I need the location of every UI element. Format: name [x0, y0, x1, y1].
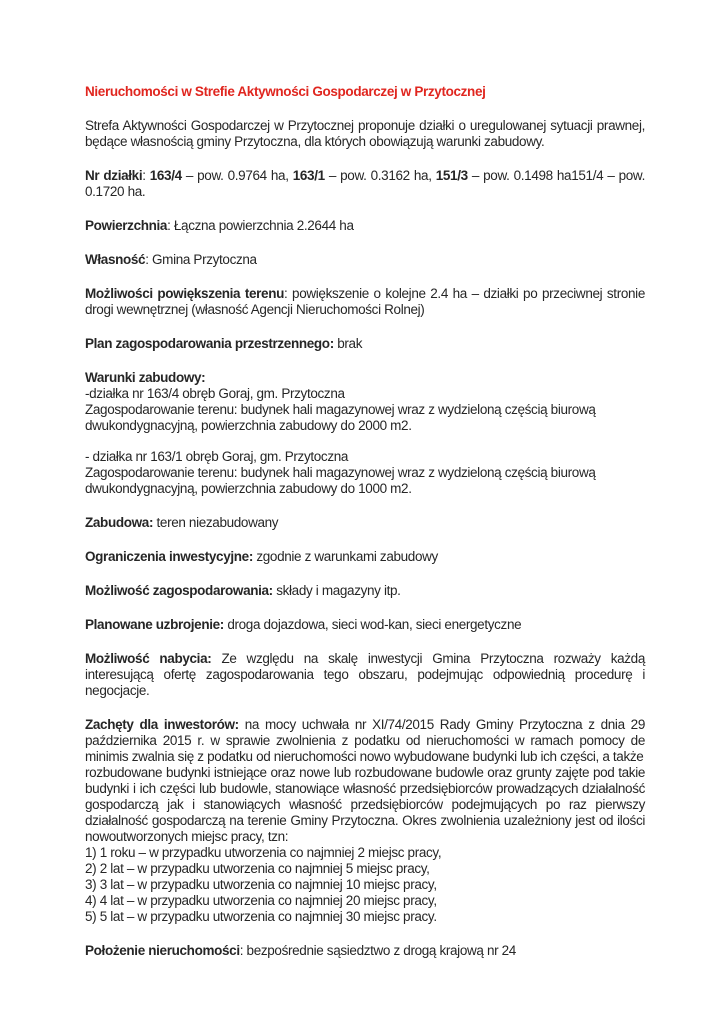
field-acquisition	[85, 651, 645, 699]
document-title: Nieruchomości w Strefie Aktywności Gospodarczej w Przytocznej	[85, 84, 486, 99]
ownership-value: : Gmina Przytoczna	[145, 252, 257, 267]
incentive-item-4: 4) 4 lat – w przypadku utworzenia co najmniej 20 miejsc pracy,	[85, 893, 437, 908]
field-expansion	[85, 286, 645, 318]
field-zoning-plan	[85, 336, 645, 352]
incentives-label: Zachęty dla inwestorów:	[85, 717, 239, 732]
utilities-label: Planowane uzbrojenie:	[85, 617, 224, 632]
plot-area-163-1: – pow. 0.3162 ha,	[324, 168, 436, 183]
field-incentives	[85, 717, 645, 925]
location-label: Położenie nieruchomości	[85, 943, 240, 958]
plot-area-151-3: – pow. 0.1498 ha151/4 – pow. 0.1720 ha.	[85, 168, 645, 199]
building-conditions-plot1	[85, 370, 645, 434]
restrictions-label: Ograniczenia inwestycyjne:	[85, 549, 253, 564]
building-conditions-plot2	[85, 449, 645, 497]
field-plot-numbers	[85, 168, 645, 200]
plot-numbers-label: Nr działki	[85, 168, 143, 183]
plot-number-151-3: 151/3	[435, 168, 468, 183]
plot-number-163-4: 163/4	[149, 168, 182, 183]
field-restrictions	[85, 549, 645, 565]
development-label: Zabudowa:	[85, 515, 154, 530]
location-value: : bezpośrednie sąsiedztwo z drogą krajową nr 24	[239, 943, 516, 958]
area-label: Powierzchnia	[85, 218, 168, 233]
plot2-designation: - działka nr 163/1 obręb Goraj, gm. Przytoczna	[85, 449, 349, 464]
area-value: : Łączna powierzchnia 2.2644 ha	[167, 218, 354, 233]
utilities-value: droga dojazdowa, sieci wod-kan, sieci energetyczne	[223, 617, 522, 632]
incentives-paragraph-1	[85, 717, 645, 765]
zoning-plan-value: brak	[333, 336, 363, 351]
incentive-item-3: 3) 3 lat – w przypadku utworzenia co najmniej 10 miejsc pracy,	[85, 877, 437, 892]
zoning-plan-label: Plan zagospodarowania przestrzennego:	[85, 336, 334, 351]
plot-area-163-4: – pow. 0.9764 ha,	[181, 168, 293, 183]
field-area	[85, 218, 645, 234]
plot-numbers-colon: :	[142, 168, 150, 183]
field-usage	[85, 583, 645, 599]
incentive-item-2: 2) 2 lat – w przypadku utworzenia co najmniej 5 miejsc pracy,	[85, 861, 430, 876]
intro-paragraph: Strefa Aktywności Gospodarczej w Przytocznej proponuje działki o uregulowanej sytuacji prawnej, będące własnością gminy Przytoczna, dla których obowiązują warunki zabudowy.	[85, 118, 645, 149]
plot1-development-terms: Zagospodarowanie terenu: budynek hali magazynowej wraz z wydzieloną częścią biurową dwukondygnacyjną, powierzchnia zabudowy do 2000 m2.	[85, 402, 596, 433]
field-utilities	[85, 617, 645, 633]
building-conditions-heading	[85, 370, 645, 386]
development-value: teren niezabudowany	[153, 515, 279, 530]
document-content	[85, 84, 645, 977]
acquisition-label: Możliwość nabycia:	[85, 651, 212, 666]
field-location	[85, 943, 645, 959]
field-ownership	[85, 252, 645, 268]
restrictions-value: zgodnie z warunkami zabudowy	[252, 549, 438, 564]
incentive-item-1: 1) 1 roku – w przypadku utworzenia co najmniej 2 miejsc pracy,	[85, 845, 442, 860]
usage-value: składy i magazyny itp.	[272, 583, 401, 598]
acquisition-value: Ze względu na skalę inwestycji Gmina Przytoczna rozważy każdą interesującą ofertę zagospodarowania tego obszaru, podejmując odpowiednią procedurę i negocjacje.	[85, 651, 645, 698]
usage-label: Możliwość zagospodarowania:	[85, 583, 273, 598]
expansion-label: Możliwości powiększenia terenu	[85, 286, 285, 301]
plot1-designation: -działka nr 163/4 obręb Goraj, gm. Przytoczna	[85, 386, 345, 401]
building-conditions-heading-text: Warunki zabudowy:	[85, 370, 206, 385]
ownership-label: Własność	[85, 252, 146, 267]
incentives-paragraph-2: rozbudowane budynki istniejące oraz nowe lub rozbudowane budowle oraz grunty zajęte pod takie budynki i ich części lub budowle, stanowiące własność przedsiębiorców prowadzących działalność gospodarczą jak i stanowiących własność przedsiębiorców podejmujących po raz pierwszy działalność gospodarczą na terenie Gminy Przytoczna. Okres zwolnienia uzależniony jest od ilości nowoutworzonych miejsc pracy, tzn:	[85, 765, 645, 844]
plot2-development-terms: Zagospodarowanie terenu: budynek hali magazynowej wraz z wydzieloną częścią biurową dwukondygnacyjną, powierzchnia zabudowy do 1000 m2.	[85, 465, 596, 496]
incentive-item-5: 5) 5 lat – w przypadku utworzenia co najmniej 30 miejsc pracy.	[85, 909, 437, 924]
expansion-value: : powiększenie o kolejne 2.4 ha – działki po przeciwnej stronie drogi wewnętrznej (własność Agencji Nieruchomości Rolnej)	[85, 286, 645, 317]
plot-number-163-1: 163/1	[292, 168, 325, 183]
incentives-text-1: na mocy uchwała nr XI/74/2015 Rady Gminy Przytoczna z dnia 29 października 2015 r. w sprawie zwolnienia z podatku od nieruchomości w ramach pomocy de minimis zwalnia się z podatku od nieruchomości nowo wybudowane budynki lub ich części, a także	[85, 717, 645, 764]
field-development	[85, 515, 645, 531]
